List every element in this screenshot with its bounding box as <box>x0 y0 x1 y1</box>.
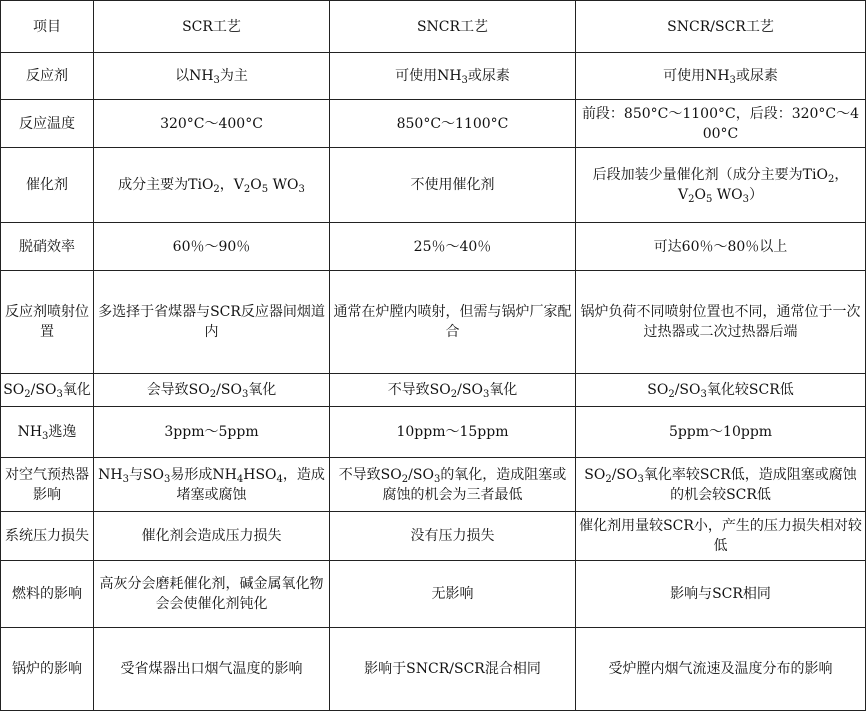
label-pressure-loss: 系统压力损失 <box>1 512 94 561</box>
fuel-sncr: 无影响 <box>330 561 576 628</box>
preheater-scr-line2: 堵塞或腐蚀 <box>176 486 247 503</box>
preheater-hybrid-line1: $SO_2/SO_3$氧化率较SCR低，造成阻塞或腐蚀 <box>584 466 857 485</box>
label-temperature: 反应温度 <box>1 100 94 148</box>
pressure-hybrid: 催化剂用量较SCR小，产生的压力损失相对较低 <box>576 512 866 561</box>
reagent-scr: 以$NH_3$为主 <box>94 53 330 100</box>
row-nh3-slip <box>1 407 866 458</box>
catalyst-hybrid-line1: 后段加装少量催化剂（成分主要为TiO$_2$， <box>592 167 849 185</box>
so2-sncr: 不导致$SO_2/SO_3$氧化 <box>330 374 576 407</box>
label-injection: 反应剂喷射位置 <box>1 271 94 374</box>
label-catalyst: 催化剂 <box>1 148 94 223</box>
row-reagent <box>1 53 866 100</box>
preheater-sncr-line1: 不导致$SO_2/SO_3$的氧化，造成阻塞或 <box>338 466 567 485</box>
row-catalyst <box>1 148 866 223</box>
preheater-sncr <box>330 458 576 512</box>
boiler-scr: 受省煤器出口烟气温度的影响 <box>94 628 330 711</box>
row-preheater <box>1 458 866 512</box>
row-so2-oxidation <box>1 374 866 407</box>
reagent-sncr: 可使用$NH_3$或尿素 <box>330 53 576 100</box>
slip-sncr: 10ppm～15ppm <box>330 407 576 458</box>
catalyst-sncr: 不使用催化剂 <box>330 148 576 223</box>
boiler-hybrid: 受炉膛内烟气流速及温度分布的影响 <box>576 628 866 711</box>
efficiency-hybrid: 可达60％～80％以上 <box>576 223 866 271</box>
preheater-sncr-line2: 腐蚀的机会为三者最低 <box>382 486 523 503</box>
injection-sncr: 通常在炉膛内喷射，但需与锅炉厂家配合 <box>330 271 576 374</box>
temperature-hybrid: 前段：850°C～1100°C，后段：320°C～400°C <box>576 100 866 148</box>
label-preheater: 对空气预热器影响 <box>1 458 94 512</box>
preheater-hybrid-line2: 的机会较SCR低 <box>670 486 771 503</box>
label-fuel: 燃料的影响 <box>1 561 94 628</box>
label-boiler: 锅炉的影响 <box>1 628 94 711</box>
catalyst-hybrid <box>576 148 866 223</box>
catalyst-hybrid-line2: $V_2O_5$ $WO_3$） <box>677 187 764 205</box>
row-efficiency <box>1 223 866 271</box>
slip-scr: 3ppm～5ppm <box>94 407 330 458</box>
label-nh3-slip: $NH_3$逃逸 <box>1 407 94 458</box>
injection-hybrid: 锅炉负荷不同喷射位置也不同，通常位于一次过热器或二次过热器后端 <box>576 271 866 374</box>
header-sncr-scr: SNCR/SCR工艺 <box>576 1 866 53</box>
preheater-scr <box>94 458 330 512</box>
slip-hybrid: 5ppm～10ppm <box>576 407 866 458</box>
row-pressure-loss <box>1 512 866 561</box>
row-fuel <box>1 561 866 628</box>
label-efficiency: 脱硝效率 <box>1 223 94 271</box>
reagent-hybrid: 可使用$NH_3$或尿素 <box>576 53 866 100</box>
pressure-sncr: 没有压力损失 <box>330 512 576 561</box>
row-boiler <box>1 628 866 711</box>
pressure-scr: 催化剂会造成压力损失 <box>94 512 330 561</box>
so2-hybrid: $SO_2/SO_3$氧化较SCR低 <box>576 374 866 407</box>
header-scr: SCR工艺 <box>94 1 330 53</box>
boiler-sncr: 影响于SNCR/SCR混合相同 <box>330 628 576 711</box>
efficiency-scr: 60％～90％ <box>94 223 330 271</box>
header-sncr: SNCR工艺 <box>330 1 576 53</box>
temperature-sncr: 850°C～1100°C <box>330 100 576 148</box>
fuel-scr: 高灰分会磨耗催化剂，碱金属氧化物会会使催化剂钝化 <box>94 561 330 628</box>
injection-scr: 多选择于省煤器与SCR反应器间烟道内 <box>94 271 330 374</box>
header-row <box>1 1 866 53</box>
row-injection <box>1 271 866 374</box>
row-temperature <box>1 100 866 148</box>
efficiency-sncr: 25％～40％ <box>330 223 576 271</box>
label-reagent: 反应剂 <box>1 53 94 100</box>
catalyst-scr: 成分主要为TiO$_2$，$V_2O_5$ $WO_3$ <box>94 148 330 223</box>
label-so2-oxidation: $SO_2/SO_3$氧化 <box>1 374 94 407</box>
preheater-scr-line1: $NH_3$与$SO_3$易形成$NH_4HSO_4$，造成 <box>98 466 325 485</box>
fuel-hybrid: 影响与SCR相同 <box>576 561 866 628</box>
so2-scr: 会导致$SO_2/SO_3$氧化 <box>94 374 330 407</box>
temperature-scr: 320°C～400°C <box>94 100 330 148</box>
header-item: 项目 <box>1 1 94 53</box>
preheater-hybrid <box>576 458 866 512</box>
